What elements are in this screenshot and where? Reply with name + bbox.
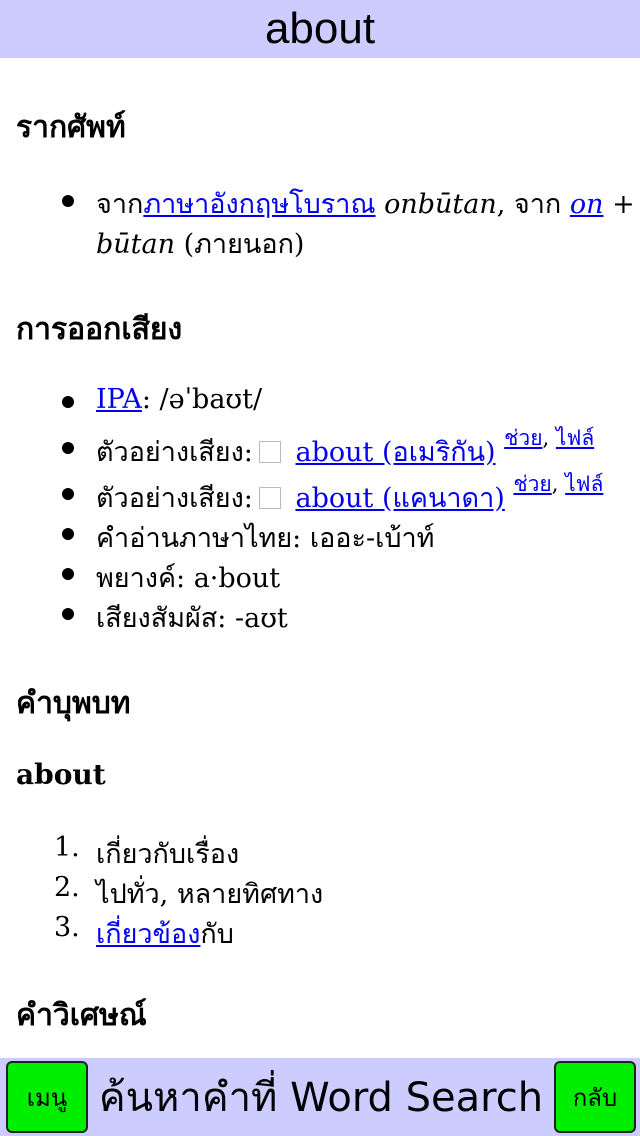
old-english-link[interactable]: ภาษาอังกฤษโบราณ (143, 189, 376, 220)
list-number: 1. (54, 832, 80, 863)
bullet-icon (62, 396, 74, 408)
title-bar (0, 0, 640, 58)
ipa-value: : /əˈbaʊt/ (141, 384, 263, 415)
help-link[interactable]: ช่วย (504, 426, 543, 450)
headword: about (16, 758, 106, 791)
syllables: พยางค์: a·bout (96, 563, 281, 594)
etymology-text: , จาก (496, 189, 570, 220)
rhyme: เสียงสัมผัส: -aʊt (96, 603, 288, 634)
etymology-text: จาก (96, 189, 144, 220)
definition-1: เกี่ยวกับเรื่อง (96, 839, 240, 870)
menu-button[interactable]: เมนู (6, 1061, 88, 1133)
related-link[interactable]: เกี่ยวข้อง (96, 919, 201, 950)
audio-us-link[interactable]: about (อเมริกัน) (295, 437, 496, 468)
audio-label: ตัวอย่างเสียง: (96, 483, 253, 514)
list-number: 2. (54, 872, 80, 903)
etymology-word: būtan (96, 229, 176, 260)
page-title: about (264, 4, 376, 53)
on-link[interactable]: on (569, 189, 604, 220)
bottom-bar (0, 1058, 640, 1136)
bullet-icon (62, 195, 74, 207)
file-link[interactable]: ไฟล์ (565, 472, 604, 496)
etymology-text: (ภายนอก) (175, 229, 305, 260)
separator: , (542, 426, 550, 450)
preposition-heading: คำบุพบท (16, 686, 131, 721)
list-number: 3. (54, 912, 80, 943)
definition-2: ไปทั่ว, หลายทิศทาง (96, 879, 324, 910)
play-audio-icon[interactable] (259, 487, 281, 509)
help-link[interactable]: ช่วย (513, 472, 552, 496)
bullet-icon (62, 442, 74, 454)
etymology-heading: รากศัพท์ (16, 110, 126, 145)
back-button[interactable]: กลับ (554, 1061, 636, 1133)
pronunciation-heading: การออกเสียง (16, 312, 183, 347)
audio-label: ตัวอย่างเสียง: (96, 437, 253, 468)
thai-reading: คำอ่านภาษาไทย: เออะ-เบ้าท์ (96, 523, 435, 554)
adjective-heading: คำวิเศษณ์ (16, 998, 147, 1033)
etymology-word: onbūtan (375, 189, 497, 220)
audio-item-us (96, 426, 595, 473)
bullet-icon (62, 528, 74, 540)
etymology-text: + (603, 189, 635, 220)
bullet-icon (62, 608, 74, 620)
bullet-icon (62, 488, 74, 500)
file-link[interactable]: ไฟล์ (555, 426, 595, 450)
definition-3 (96, 912, 234, 955)
ipa-item (96, 384, 262, 415)
definition-text: กับ (200, 919, 234, 950)
search-title: ค้นหาคำที่ Word Search (98, 1075, 544, 1121)
bullet-icon (62, 568, 74, 580)
ipa-link[interactable]: IPA (96, 384, 142, 415)
audio-item-ca (96, 472, 604, 519)
definition-content[interactable] (0, 58, 640, 1058)
audio-ca-link[interactable]: about (แคนาดา) (295, 483, 505, 514)
separator: , (551, 472, 559, 496)
play-audio-icon[interactable] (259, 441, 281, 463)
